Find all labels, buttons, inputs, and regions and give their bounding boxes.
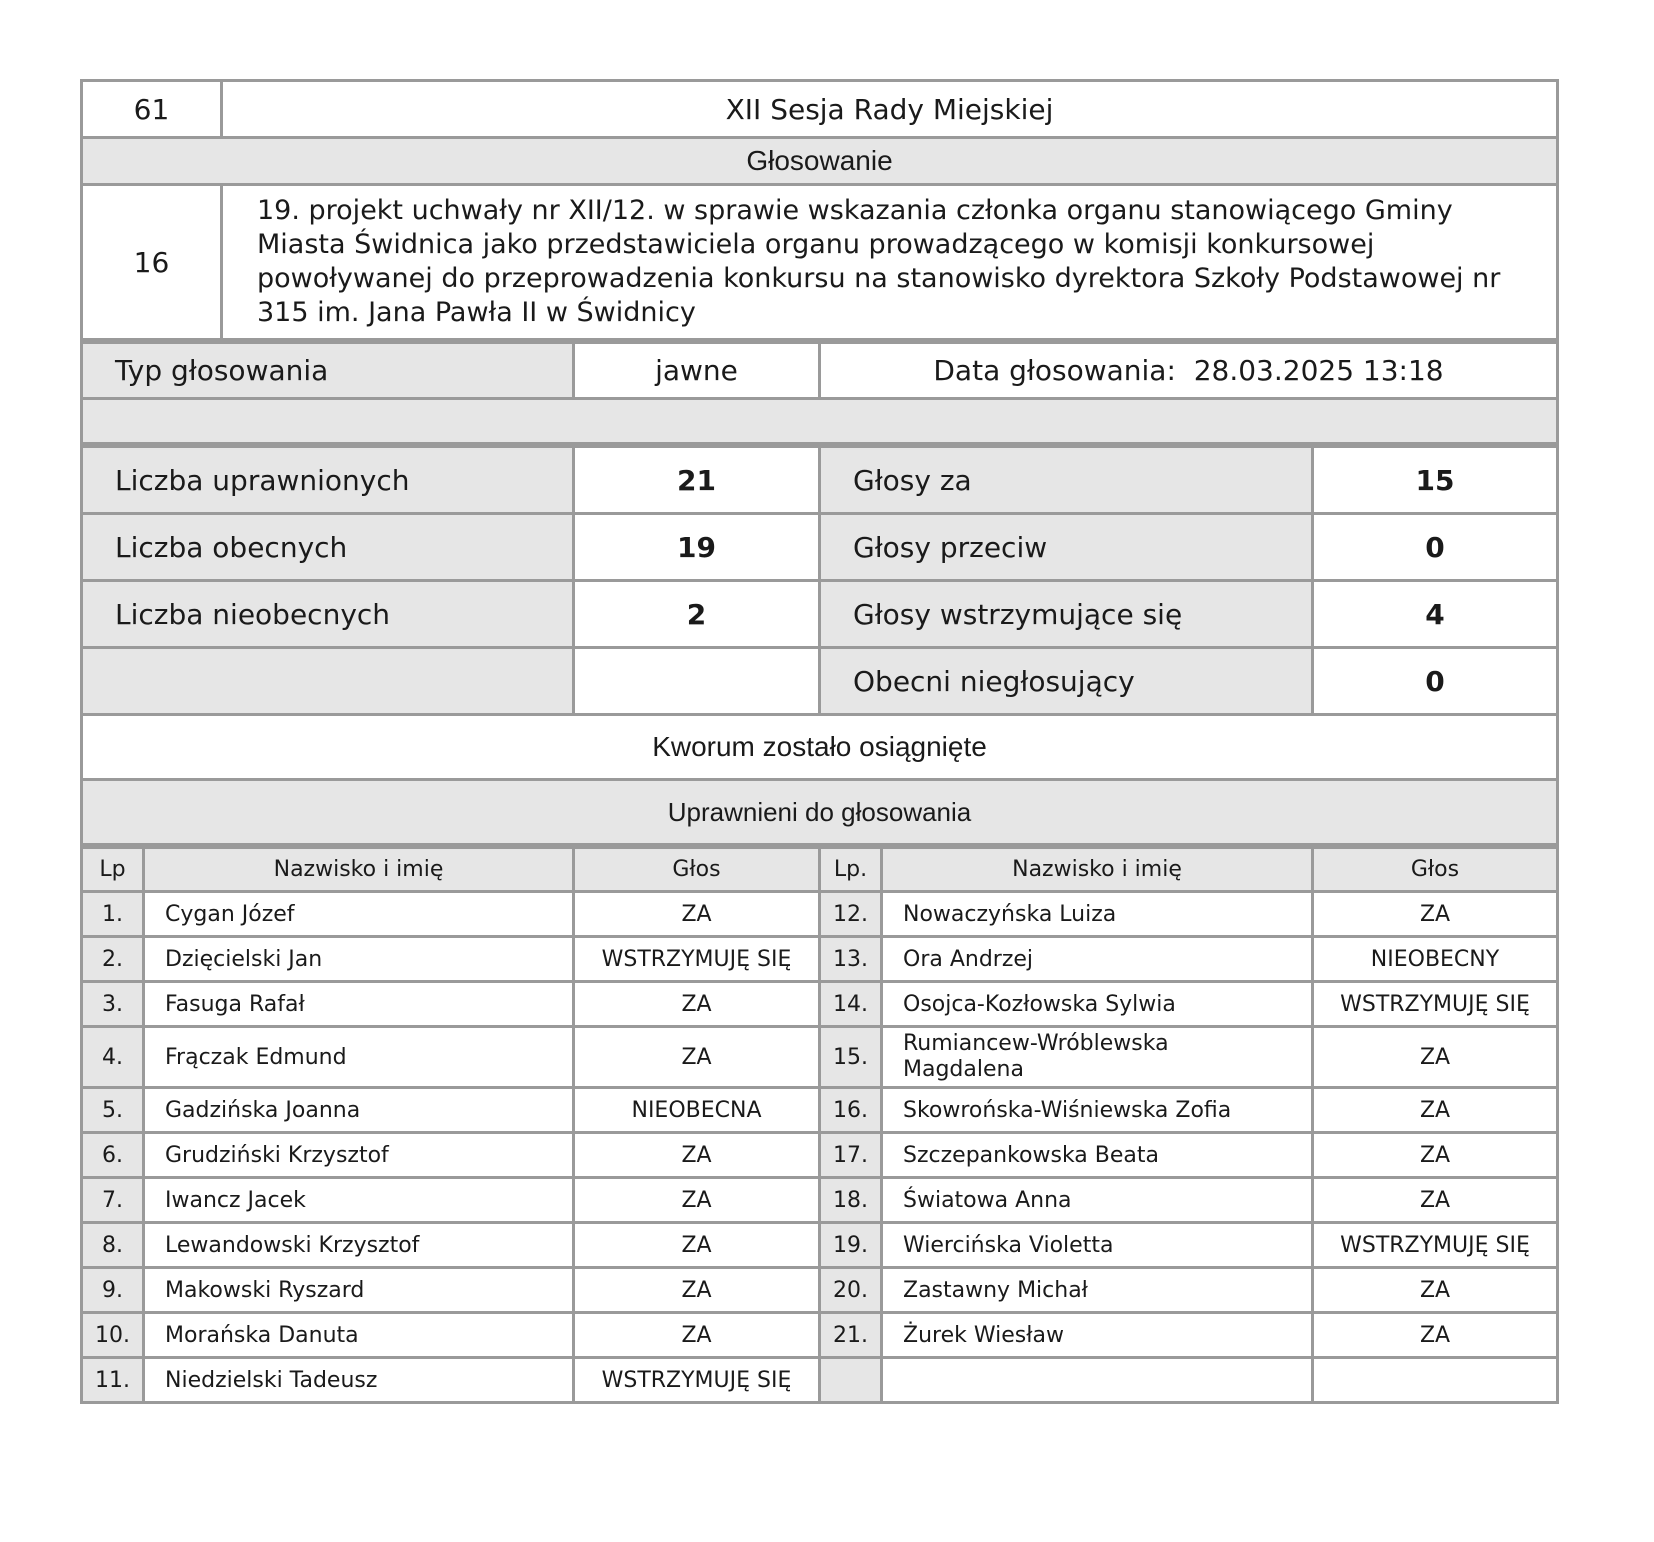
votes-against-value: 0 (1313, 514, 1558, 581)
voter-lp: 15. (820, 1027, 882, 1088)
voter-vote: NIEOBECNA (574, 1088, 820, 1133)
vote-type-table (80, 341, 1559, 445)
voter-lp: 14. (820, 982, 882, 1027)
voter-vote: NIEOBECNY (1313, 937, 1558, 982)
table-row (82, 937, 1558, 982)
table-row (82, 1313, 1558, 1358)
voter-lp: 1. (82, 892, 144, 937)
voter-name: Fasuga Rafał (144, 982, 574, 1027)
header-lp-right: Lp. (820, 848, 882, 892)
voter-vote: ZA (1313, 1088, 1558, 1133)
header-vote-right: Głos (1313, 848, 1558, 892)
voter-vote (1313, 1358, 1558, 1403)
session-number: 61 (82, 81, 222, 138)
voter-name: Osojca-Kozłowska Sylwia (882, 982, 1313, 1027)
voter-vote: WSTRZYMUJĘ SIĘ (1313, 1223, 1558, 1268)
table-row (82, 1027, 1558, 1088)
table-row (82, 1223, 1558, 1268)
voter-vote: ZA (1313, 1313, 1558, 1358)
header-lp-left: Lp (82, 848, 144, 892)
voter-name: Nowaczyńska Luiza (882, 892, 1313, 937)
voter-name: Rumiancew-Wróblewska Magdalena (882, 1027, 1313, 1088)
voter-name: Dzięcielski Jan (144, 937, 574, 982)
voter-vote: ZA (1313, 1027, 1558, 1088)
section-label: Głosowanie (82, 138, 1558, 185)
voter-name: Morańska Danuta (144, 1313, 574, 1358)
votes-for-label: Głosy za (820, 447, 1313, 514)
empty-stat-cell (82, 648, 574, 715)
votes-for-value: 15 (1313, 447, 1558, 514)
vote-stats-table (80, 445, 1559, 846)
voter-lp: 5. (82, 1088, 144, 1133)
voter-name: Lewandowski Krzysztof (144, 1223, 574, 1268)
session-header-table (80, 79, 1559, 341)
voter-name: Szczepankowska Beata (882, 1133, 1313, 1178)
voter-vote: ZA (574, 1178, 820, 1223)
voter-name: Gadzińska Joanna (144, 1088, 574, 1133)
eligible-value: 21 (574, 447, 820, 514)
present-label: Liczba obecnych (82, 514, 574, 581)
vote-number: 16 (82, 185, 222, 340)
voter-name: Cygan Józef (144, 892, 574, 937)
voter-rows (82, 892, 1558, 1403)
voter-vote: ZA (574, 982, 820, 1027)
voter-lp: 18. (820, 1178, 882, 1223)
voter-name: Frączak Edmund (144, 1027, 574, 1088)
vote-date-label: Data głosowania: (933, 354, 1176, 387)
voter-name: Makowski Ryszard (144, 1268, 574, 1313)
votes-abstain-value: 4 (1313, 581, 1558, 648)
nonvoting-label: Obecni niegłosujący (820, 648, 1313, 715)
voter-lp (820, 1358, 882, 1403)
voter-name (882, 1358, 1313, 1403)
voter-lp: 7. (82, 1178, 144, 1223)
voter-vote: WSTRZYMUJĘ SIĘ (574, 1358, 820, 1403)
absent-value: 2 (574, 581, 820, 648)
voter-vote: ZA (574, 1268, 820, 1313)
voter-lp: 6. (82, 1133, 144, 1178)
voting-report (80, 79, 1559, 1404)
voter-name: Skowrońska-Wiśniewska Zofia (882, 1088, 1313, 1133)
voter-lp: 19. (820, 1223, 882, 1268)
voter-lp: 4. (82, 1027, 144, 1088)
voter-lp: 3. (82, 982, 144, 1027)
table-row (82, 892, 1558, 937)
voter-name: Światowa Anna (882, 1178, 1313, 1223)
voters-table (80, 846, 1559, 1404)
voter-lp: 11. (82, 1358, 144, 1403)
voter-vote: WSTRZYMUJĘ SIĘ (574, 937, 820, 982)
voter-lp: 10. (82, 1313, 144, 1358)
voter-name: Żurek Wiesław (882, 1313, 1313, 1358)
empty-stat-value (574, 648, 820, 715)
voter-vote: ZA (1313, 1268, 1558, 1313)
voter-vote: ZA (574, 892, 820, 937)
absent-label: Liczba nieobecnych (82, 581, 574, 648)
voter-lp: 16. (820, 1088, 882, 1133)
voter-lp: 17. (820, 1133, 882, 1178)
voter-name: Wiercińska Violetta (882, 1223, 1313, 1268)
voter-vote: ZA (574, 1223, 820, 1268)
voter-vote: ZA (574, 1133, 820, 1178)
header-name-right: Nazwisko i imię (882, 848, 1313, 892)
table-row (82, 1268, 1558, 1313)
voters-title: Uprawnieni do głosowania (82, 780, 1558, 845)
table-row (82, 1133, 1558, 1178)
voter-name: Ora Andrzej (882, 937, 1313, 982)
voter-lp: 2. (82, 937, 144, 982)
vote-type-value: jawne (574, 343, 820, 399)
table-row (82, 982, 1558, 1027)
voter-lp: 8. (82, 1223, 144, 1268)
eligible-label: Liczba uprawnionych (82, 447, 574, 514)
header-vote-left: Głos (574, 848, 820, 892)
vote-type-label: Typ głosowania (82, 343, 574, 399)
votes-against-label: Głosy przeciw (820, 514, 1313, 581)
table-row (82, 1358, 1558, 1403)
present-value: 19 (574, 514, 820, 581)
voter-vote: ZA (574, 1027, 820, 1088)
voter-name: Grudziński Krzysztof (144, 1133, 574, 1178)
voter-vote: ZA (574, 1313, 820, 1358)
vote-date-value: 28.03.2025 13:18 (1193, 354, 1444, 387)
voter-lp: 20. (820, 1268, 882, 1313)
table-row (82, 1178, 1558, 1223)
voter-lp: 12. (820, 892, 882, 937)
voter-vote: ZA (1313, 892, 1558, 937)
voter-vote: ZA (1313, 1178, 1558, 1223)
voter-lp: 9. (82, 1268, 144, 1313)
nonvoting-value: 0 (1313, 648, 1558, 715)
table-row (82, 1088, 1558, 1133)
quorum-status: Kworum zostało osiągnięte (82, 715, 1558, 780)
votes-abstain-label: Głosy wstrzymujące się (820, 581, 1313, 648)
vote-date (820, 343, 1558, 399)
voter-name: Iwancz Jacek (144, 1178, 574, 1223)
voter-vote: WSTRZYMUJĘ SIĘ (1313, 982, 1558, 1027)
vote-description: 19. projekt uchwały nr XII/12. w sprawie wskazania członka organu stanowiącego Gminy Miasta Świdnica jako przedstawiciela organu prowadzącego w komisji konkursowej powoływanej do przeprowadzenia konkursu na stanowisko dyrektora Szkoły Podstawowej nr 315 im. Jana Pawła II w Świdnicy (222, 185, 1558, 340)
voter-vote: ZA (1313, 1133, 1558, 1178)
session-title: XII Sesja Rady Miejskiej (222, 81, 1558, 138)
voter-lp: 13. (820, 937, 882, 982)
spacer-row (82, 399, 1558, 444)
voter-name: Zastawny Michał (882, 1268, 1313, 1313)
voter-name: Niedzielski Tadeusz (144, 1358, 574, 1403)
voter-lp: 21. (820, 1313, 882, 1358)
header-name-left: Nazwisko i imię (144, 848, 574, 892)
